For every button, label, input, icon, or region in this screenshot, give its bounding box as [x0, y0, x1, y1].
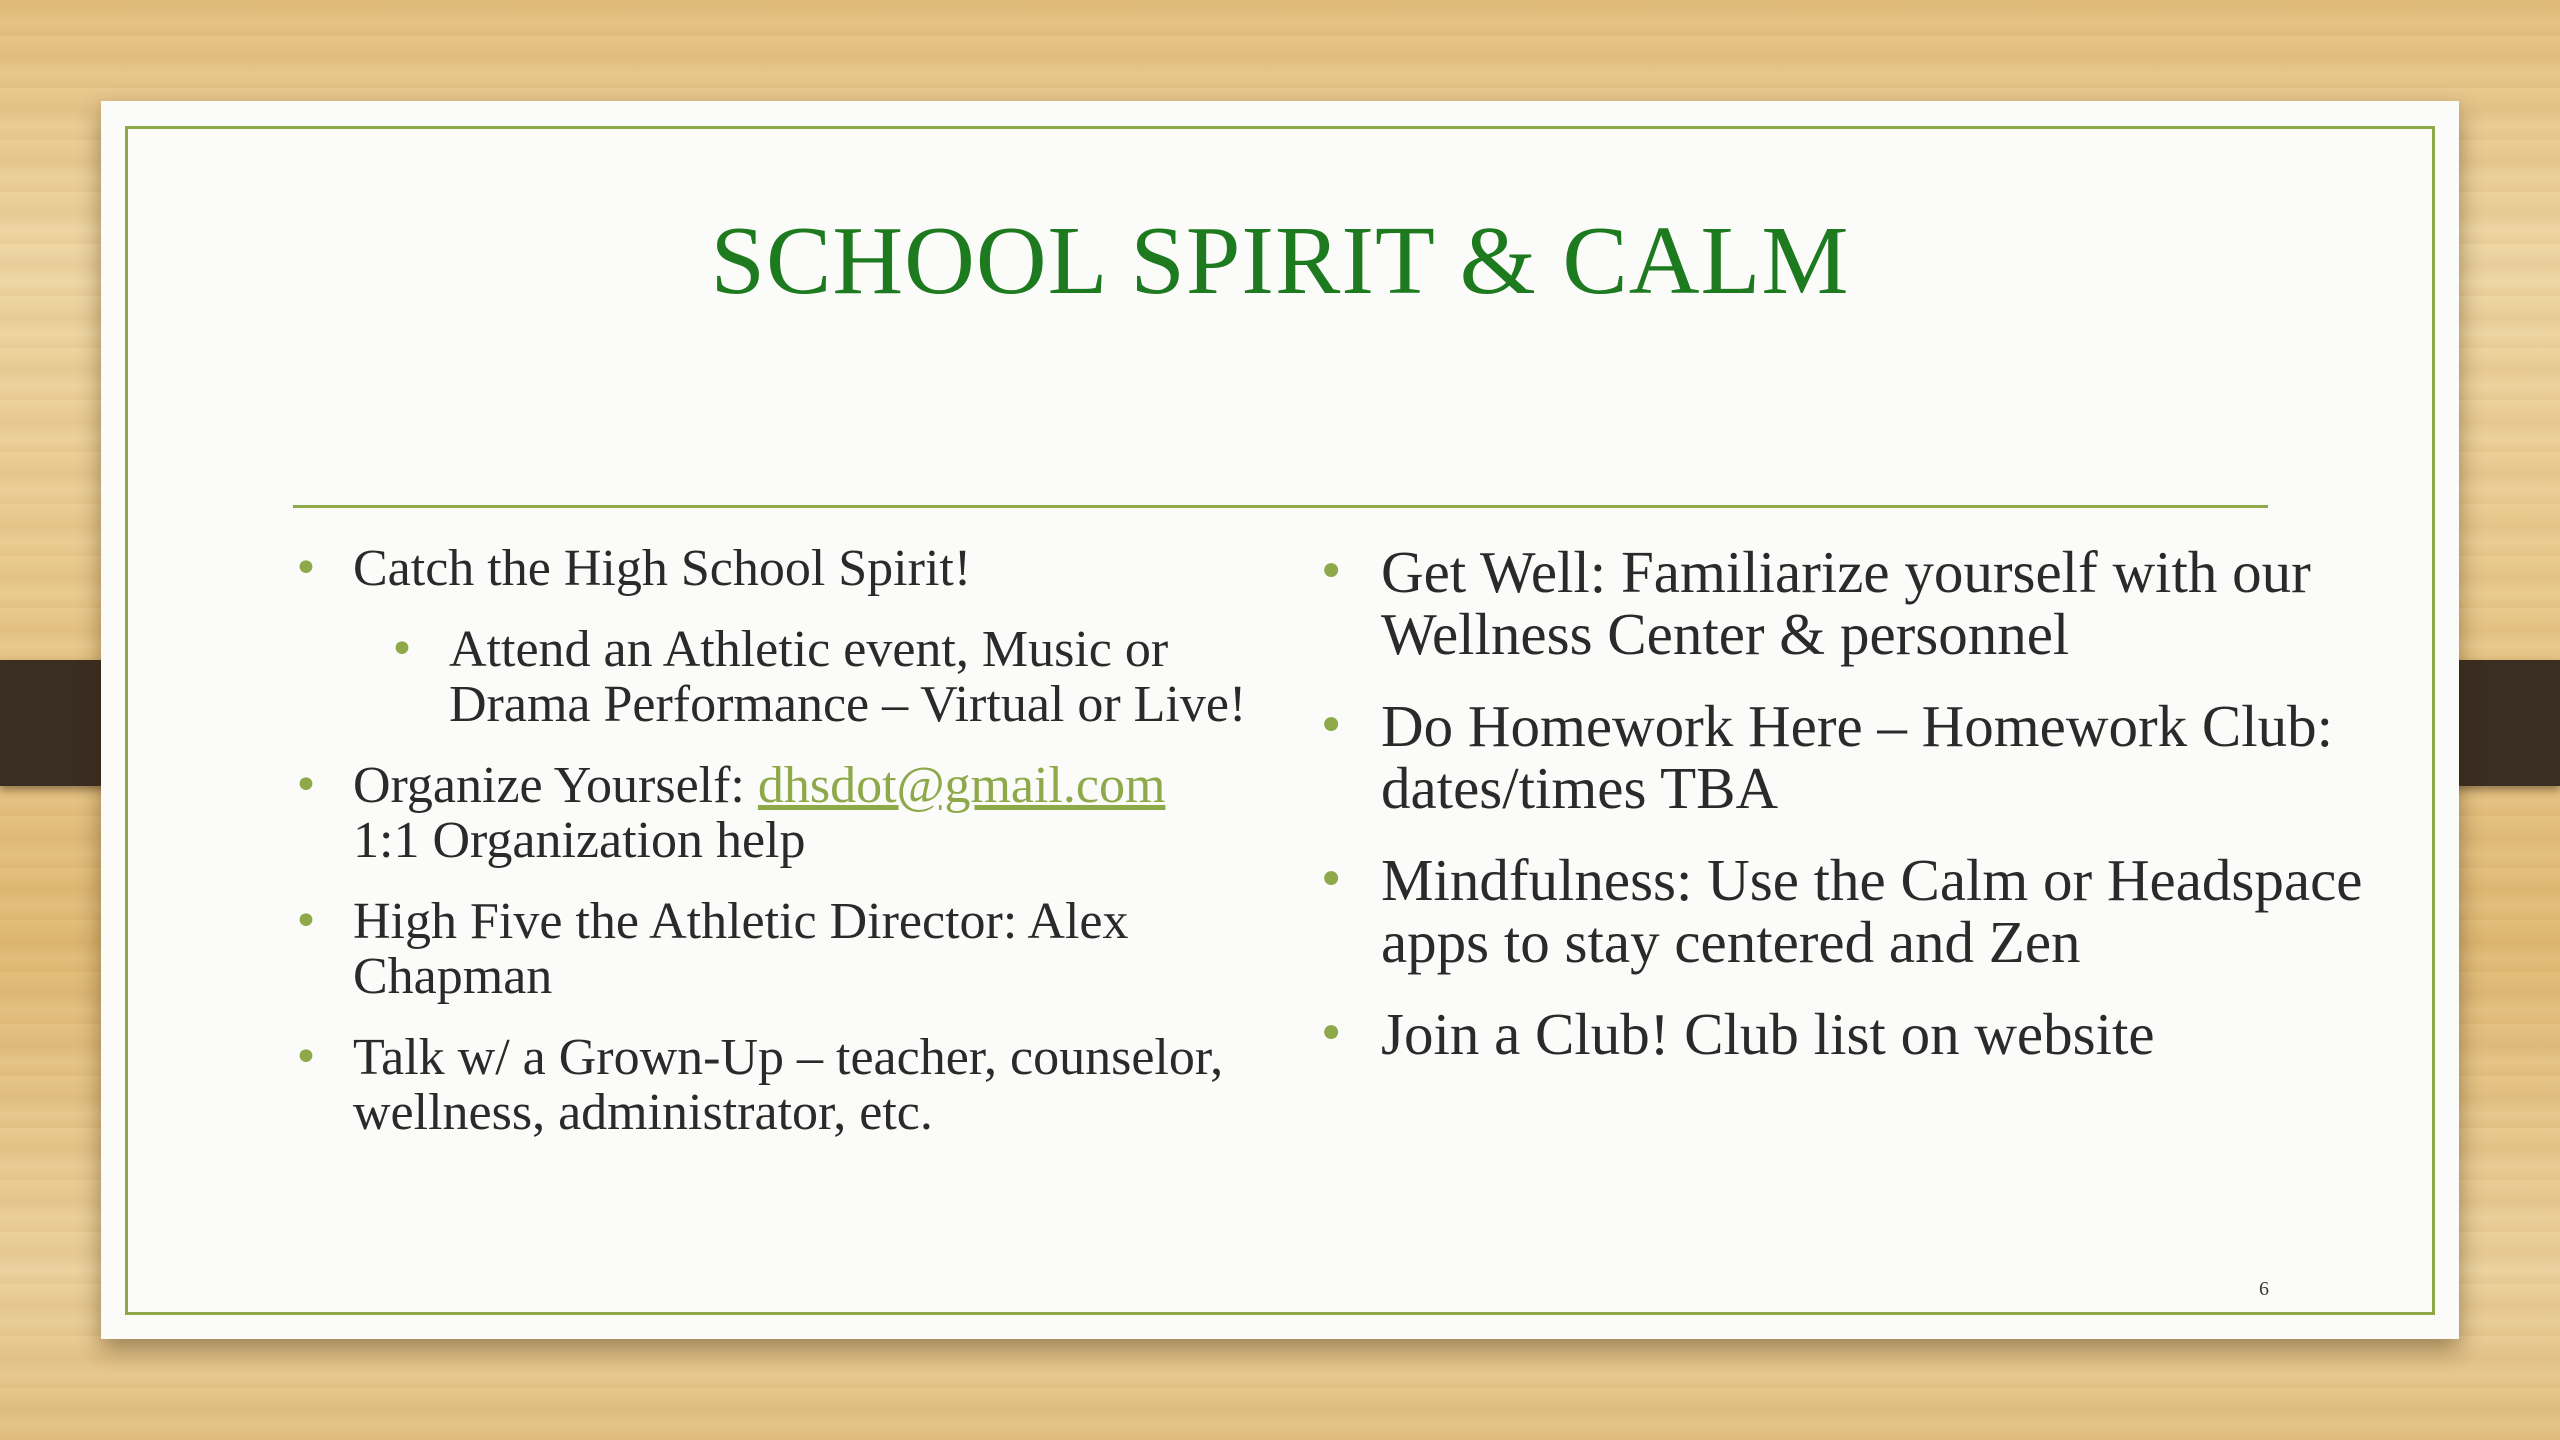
right-column — [1317, 541, 2377, 1095]
title-divider — [293, 505, 2268, 508]
left-column — [293, 541, 1293, 1166]
list-subitem — [293, 622, 1293, 732]
bullet-dot-icon: • — [1317, 1006, 1346, 1062]
page-number: 6 — [2259, 1278, 2269, 1300]
list-item-text: Catch the High School Spirit! — [353, 540, 972, 597]
list-item — [1317, 695, 2377, 819]
bullet-dot-icon: • — [293, 543, 319, 594]
bullet-dot-icon: • — [293, 760, 319, 811]
list-item-text: Mindfulness: Use the Calm or Headspace apps to stay centered and Zen — [1381, 847, 2363, 975]
slide — [101, 101, 2459, 1339]
list-item-text: Get Well: Familiarize yourself with our Wellness Center & personnel — [1381, 539, 2311, 667]
list-item — [293, 541, 1293, 596]
bullet-dot-icon: • — [1317, 698, 1346, 754]
bullet-dot-icon: • — [1317, 852, 1346, 908]
list-item — [293, 894, 1293, 1004]
list-item-suffix: 1:1 Organization help — [353, 812, 806, 869]
list-item-text: Talk w/ a Grown-Up – teacher, counselor, wellness, administrator, etc. — [353, 1029, 1224, 1141]
bullet-dot-icon: • — [293, 896, 319, 947]
list-item-text: Attend an Athletic event, Music or Drama Performance – Virtual or Live! — [449, 621, 1247, 733]
list-item — [293, 1030, 1293, 1140]
email-link[interactable]: dhsdot@gmail.com — [757, 757, 1166, 814]
bullet-dot-icon: • — [293, 1032, 319, 1083]
bullet-dot-icon: • — [1317, 544, 1346, 600]
list-item — [1317, 849, 2377, 973]
list-item — [293, 758, 1293, 868]
slide-title: SCHOOL SPIRIT & CALM — [710, 207, 1850, 315]
list-item — [1317, 1003, 2377, 1065]
bullet-dot-icon: • — [389, 624, 415, 675]
list-item — [1317, 541, 2377, 665]
list-item-text: High Five the Athletic Director: Alex Chapman — [353, 893, 1129, 1005]
list-item-prefix: Organize Yourself: — [353, 757, 758, 814]
list-item-text: Do Homework Here – Homework Club: dates/times TBA — [1381, 693, 2334, 821]
list-item-text: Join a Club! Club list on website — [1381, 1001, 2155, 1067]
